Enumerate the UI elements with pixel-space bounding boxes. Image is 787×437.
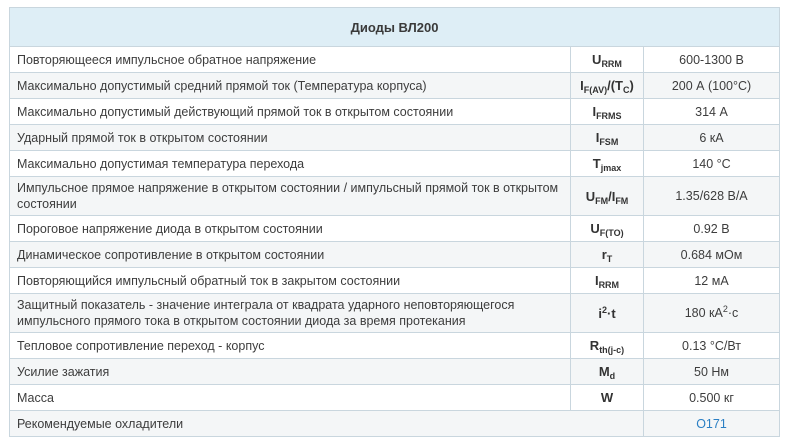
param-name: Масса	[10, 385, 571, 411]
param-symbol: $I_{RRM}$	[571, 268, 644, 294]
param-value: 0.92 В	[644, 216, 780, 242]
param-value: 0.684 мОм	[644, 242, 780, 268]
param-symbol: $I_{FRMS}$	[571, 99, 644, 125]
param-name: Пороговое напряжение диода в открытом состоянии	[10, 216, 571, 242]
param-symbol: $T_{jmax}$	[571, 151, 644, 177]
param-name: Максимально допустимый действующий прямой ток в открытом состоянии	[10, 99, 571, 125]
param-value: 0.13 °С/Вт	[644, 333, 780, 359]
param-symbol: $i^2\cdot t$	[571, 294, 644, 333]
param-value: 140 °С	[644, 151, 780, 177]
specs-table	[9, 7, 780, 437]
param-symbol: $I_{F(AV)}/(T_C)$	[571, 73, 644, 99]
param-name: Импульсное прямое напряжение в открытом состоянии / импульсный прямой ток в открытом состоянии	[10, 177, 571, 216]
param-value: 50 Нм	[644, 359, 780, 385]
cooler-link[interactable]: О171	[644, 411, 780, 437]
param-value: 12 мА	[644, 268, 780, 294]
param-name: Защитный показатель - значение интеграла от квадрата ударного неповторяющегося импульсного прямого тока в открытом состоянии диода за время протекания	[10, 294, 571, 333]
table-row	[10, 73, 780, 99]
table-row	[10, 125, 780, 151]
param-value: 180 $кА^2\cdot с$	[644, 294, 780, 333]
param-name: Усилие зажатия	[10, 359, 571, 385]
param-name: Рекомендуемые охладители	[10, 411, 644, 437]
param-name: Ударный прямой ток в открытом состоянии	[10, 125, 571, 151]
param-value: 1.35/628 В/А	[644, 177, 780, 216]
table-row	[10, 151, 780, 177]
param-name: Тепловое сопротивление переход - корпус	[10, 333, 571, 359]
table-row	[10, 177, 780, 216]
param-value: 0.500 кг	[644, 385, 780, 411]
param-symbol: $U_{FM}/I_{FM}$	[571, 177, 644, 216]
param-symbol: $r_T$	[571, 242, 644, 268]
table-row	[10, 216, 780, 242]
param-symbol: $M_d$	[571, 359, 644, 385]
table-row	[10, 294, 780, 333]
param-symbol: $U_{F(TO)}$	[571, 216, 644, 242]
table-row	[10, 268, 780, 294]
param-value: 6 кА	[644, 125, 780, 151]
param-value: 314 А	[644, 99, 780, 125]
table-row	[10, 99, 780, 125]
table-row	[10, 385, 780, 411]
param-value: 200 А (100°С)	[644, 73, 780, 99]
table-title: Диоды ВЛ200	[10, 8, 780, 47]
table-row	[10, 411, 780, 437]
param-value: 600-1300 В	[644, 47, 780, 73]
param-name: Повторяющийся импульсный обратный ток в закрытом состоянии	[10, 268, 571, 294]
param-name: Динамическое сопротивление в открытом состоянии	[10, 242, 571, 268]
table-row	[10, 333, 780, 359]
diode-specs-panel	[9, 7, 779, 437]
table-row	[10, 47, 780, 73]
param-name: Максимально допустимый средний прямой ток (Температура корпуса)	[10, 73, 571, 99]
param-symbol: $U_{RRM}$	[571, 47, 644, 73]
table-row	[10, 242, 780, 268]
param-symbol: $I_{FSM}$	[571, 125, 644, 151]
param-name: Максимально допустимая температура перехода	[10, 151, 571, 177]
param-name: Повторяющееся импульсное обратное напряжение	[10, 47, 571, 73]
param-symbol: W	[571, 385, 644, 411]
table-row	[10, 359, 780, 385]
param-symbol: $R_{th(j-c)}$	[571, 333, 644, 359]
